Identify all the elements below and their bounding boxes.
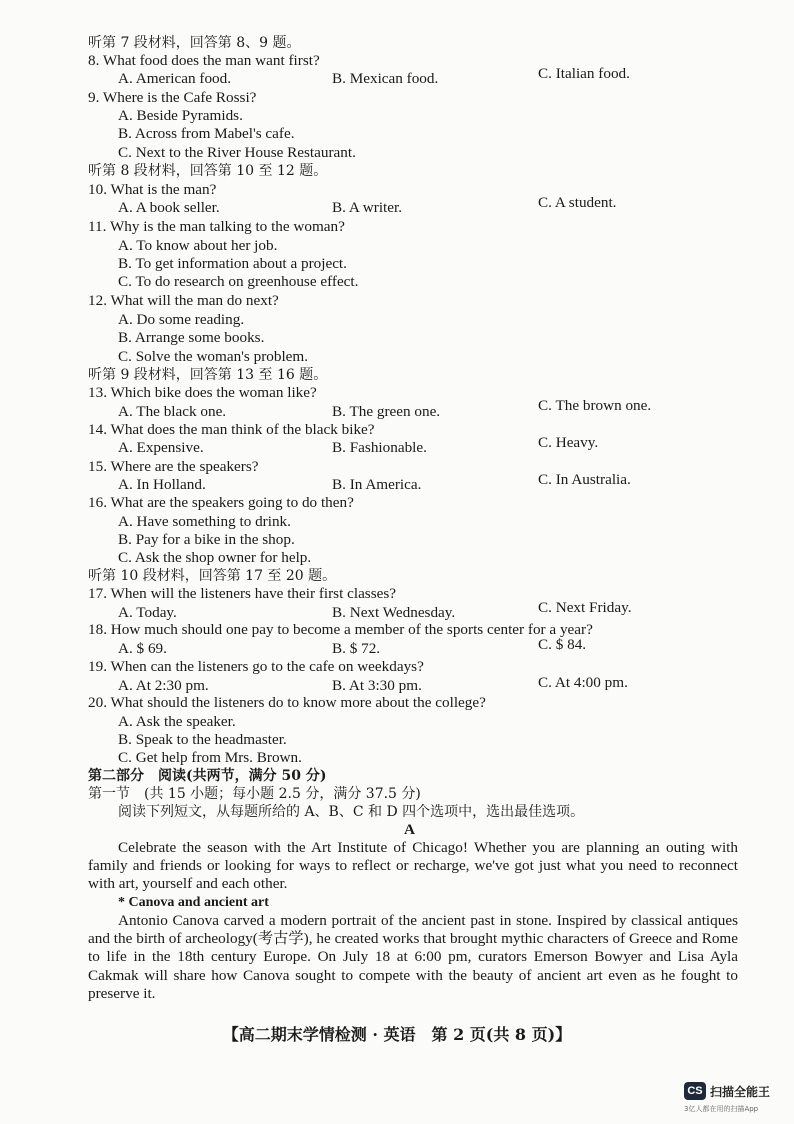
- question-stem: 20. What should the listeners do to know more about the college?: [88, 694, 486, 711]
- question-stem: 19. When can the listeners go to the cafe on weekdays?: [88, 658, 424, 675]
- option-b: B. $ 72.: [332, 640, 381, 657]
- passage-label: A: [404, 821, 415, 838]
- option-c: C. In Australia.: [538, 471, 631, 488]
- question-stem: 12. What will the man do next?: [88, 292, 279, 309]
- instruction: 阅读下列短文，从每题所给的 A、B、C 和 D 四个选项中，选出最佳选项。: [118, 804, 585, 820]
- option-a: A. The black one.: [118, 403, 227, 420]
- option-b: B. In America.: [332, 476, 422, 493]
- cs-logo-icon: CS: [684, 1082, 706, 1100]
- option-a: A. American food.: [118, 70, 232, 87]
- scanner-name: 扫描全能王: [710, 1084, 771, 1099]
- section-heading: 第一节 (共 15 小题；每小题 2.5 分，满分 37.5 分): [88, 786, 421, 802]
- option-c: C. Italian food.: [538, 65, 630, 82]
- option-c: C. Solve the woman's problem.: [118, 348, 309, 365]
- part-title: 第二部分 阅读(共两节，满分 50 分): [88, 768, 327, 784]
- option-c: C. To do research on greenhouse effect.: [118, 273, 359, 290]
- option-c: C. The brown one.: [538, 397, 652, 414]
- option-a: A. Have something to drink.: [118, 513, 291, 530]
- question-stem: 10. What is the man?: [88, 181, 217, 198]
- passage-subheading: * Canova and ancient art: [118, 895, 269, 910]
- option-c: C. Ask the shop owner for help.: [118, 549, 312, 566]
- scanner-logo: [684, 1082, 770, 1100]
- question-stem: 15. Where are the speakers?: [88, 458, 259, 475]
- option-c: C. Get help from Mrs. Brown.: [118, 749, 302, 766]
- option-b: B. Pay for a bike in the shop.: [118, 531, 295, 548]
- passage-paragraph: Antonio Canova carved a modern portrait of the ancient past in stone. Inspired by classical antiques and the birth of archeology(考古学), he created works that brought mythic characters of Greece and Rome to life in the 18th century Europe. On July 18 at 6:00 pm, curators Emerson Bowyer and Lisa Ayla Cakmak will share how Canova sought to compete with the beauty of ancient art even as he fought to preserve it.: [88, 912, 738, 1002]
- question-stem: 9. Where is the Cafe Rossi?: [88, 89, 257, 106]
- section-heading: 听第 9 段材料，回答第 13 至 16 题。: [88, 367, 328, 383]
- option-a: A. Do some reading.: [118, 311, 245, 328]
- option-c: C. Next to the River House Restaurant.: [118, 144, 356, 161]
- question-stem: 17. When will the listeners have their first classes?: [88, 585, 397, 602]
- option-b: B. The green one.: [332, 403, 441, 420]
- page-footer: 【高二期末学情检测 · 英语 第 2 页(共 8 页)】: [222, 1025, 572, 1044]
- option-b: B. Arrange some books.: [118, 329, 265, 346]
- option-a: A. In Holland.: [118, 476, 206, 493]
- option-c: C. Next Friday.: [538, 599, 632, 616]
- option-b: B. At 3:30 pm.: [332, 677, 422, 694]
- section-heading: 听第 10 段材料，回答第 17 至 20 题。: [88, 568, 337, 584]
- option-c: C. $ 84.: [538, 636, 587, 653]
- option-b: B. Speak to the headmaster.: [118, 731, 287, 748]
- option-a: A. Beside Pyramids.: [118, 107, 243, 124]
- option-a: A. Ask the speaker.: [118, 713, 236, 730]
- option-c: C. A student.: [538, 194, 617, 211]
- option-c: C. Heavy.: [538, 434, 599, 451]
- option-a: A. At 2:30 pm.: [118, 677, 209, 694]
- question-stem: 18. How much should one pay to become a member of the sports center for a year?: [88, 621, 593, 638]
- section-heading: 听第 7 段材料，回答第 8、9 题。: [88, 35, 301, 51]
- option-c: C. At 4:00 pm.: [538, 674, 628, 691]
- option-a: A. Today.: [118, 604, 177, 621]
- option-a: A. Expensive.: [118, 439, 204, 456]
- option-a: A. A book seller.: [118, 199, 220, 216]
- question-stem: 13. Which bike does the woman like?: [88, 384, 317, 401]
- section-heading: 听第 8 段材料，回答第 10 至 12 题。: [88, 163, 328, 179]
- option-b: B. A writer.: [332, 199, 403, 216]
- question-stem: 14. What does the man think of the black bike?: [88, 421, 375, 438]
- option-b: B. Mexican food.: [332, 70, 439, 87]
- option-b: B. Fashionable.: [332, 439, 427, 456]
- scanner-tagline: 3亿人都在用的扫描App: [684, 1105, 759, 1113]
- passage-paragraph: Celebrate the season with the Art Institute of Chicago! Whether you are planning an outing with family and friends or looking for ways to reflect or recharge, we've got just what you need to reconnect with art, yourself and each other.: [88, 839, 738, 893]
- question-stem: 11. Why is the man talking to the woman?: [88, 218, 345, 235]
- option-b: B. Across from Mabel's cafe.: [118, 125, 295, 142]
- option-a: A. To know about her job.: [118, 237, 278, 254]
- option-a: A. $ 69.: [118, 640, 167, 657]
- question-stem: 8. What food does the man want first?: [88, 52, 320, 69]
- option-b: B. Next Wednesday.: [332, 604, 456, 621]
- question-stem: 16. What are the speakers going to do then?: [88, 494, 354, 511]
- option-b: B. To get information about a project.: [118, 255, 347, 272]
